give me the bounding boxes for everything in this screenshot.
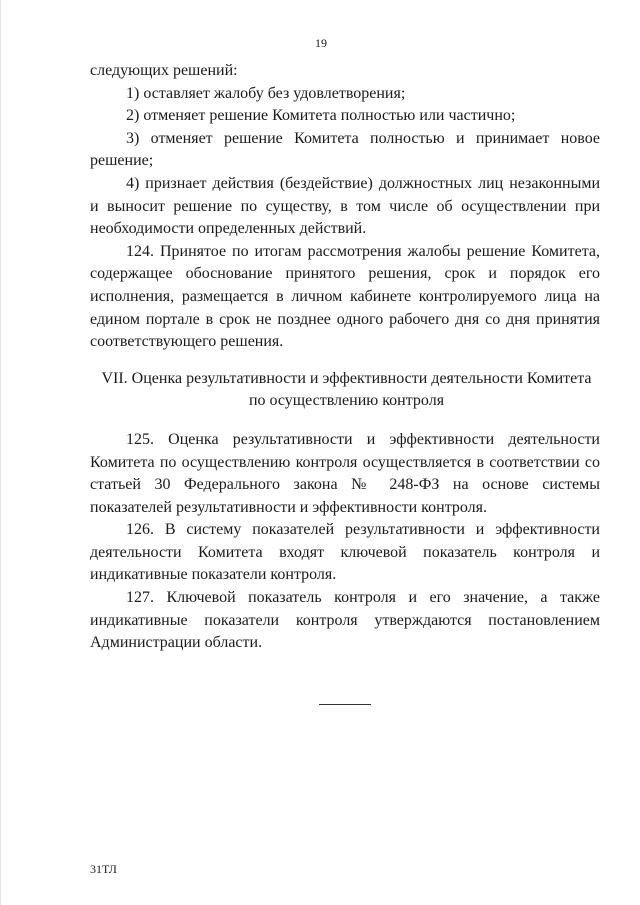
text-line: необходимости определенных действий.: [90, 220, 367, 238]
page-number: 19: [315, 36, 327, 50]
text-line: исполнения, размещается в личном кабинете контролируемого лица на: [90, 287, 600, 305]
text-line: деятельности Комитета входят ключевой показатель контроля и: [90, 543, 600, 561]
list-item-3: 3) отменяет решение Комитета полностью и принимает новое: [126, 129, 600, 147]
text-line: показателей результативности и эффективности контроля.: [90, 498, 488, 516]
paragraph-124: 124. Принятое по итогам рассмотрения жалобы решение Комитета,: [126, 242, 600, 260]
text-line: соответствующего решения.: [90, 333, 284, 351]
section-heading-continued: по осуществлению контроля: [248, 392, 445, 410]
text-line: Администрации области.: [90, 634, 263, 652]
text-line: решение;: [90, 152, 154, 170]
list-item-2: 2) отменяет решение Комитета полностью или частично;: [126, 107, 516, 125]
paragraph-127: 127. Ключевой показатель контроля и его значение, а также: [126, 589, 600, 607]
text-line: следующих решений:: [90, 62, 238, 79]
text-line: статьей 30 Федерального закона № 248-ФЗ на основе системы: [90, 476, 600, 494]
text-line: и выносит решение по существу, в том числе об осуществлении при: [90, 197, 600, 215]
end-rule: [319, 704, 371, 705]
section-heading: VII. Оценка результативности и эффективности деятельности Комитета: [101, 369, 592, 387]
paragraph-125: 125. Оценка результативности и эффективности деятельности: [126, 430, 600, 448]
paragraph-126: 126. В систему показателей результативности и эффективности: [126, 521, 600, 539]
text-line: индикативные показатели контроля.: [90, 566, 337, 584]
text-line: содержащее обоснование принятого решения, срок и порядок его: [90, 265, 600, 283]
list-item-1: 1) оставляет жалобу без удовлетворения;: [126, 84, 406, 102]
text-line: Комитета по осуществлению контроля осуществляется в соответствии со: [90, 453, 600, 471]
text-line: индикативные показатели контроля утверждаются постановлением: [90, 611, 600, 629]
document-body: [90, 60, 600, 655]
list-item-4: 4) признает действия (бездействие) должностных лиц незаконными: [126, 174, 600, 192]
footer-code: 31ТЛ: [90, 862, 117, 876]
text-line: едином портале в срок не позднее одного рабочего дня со дня принятия: [90, 310, 600, 328]
